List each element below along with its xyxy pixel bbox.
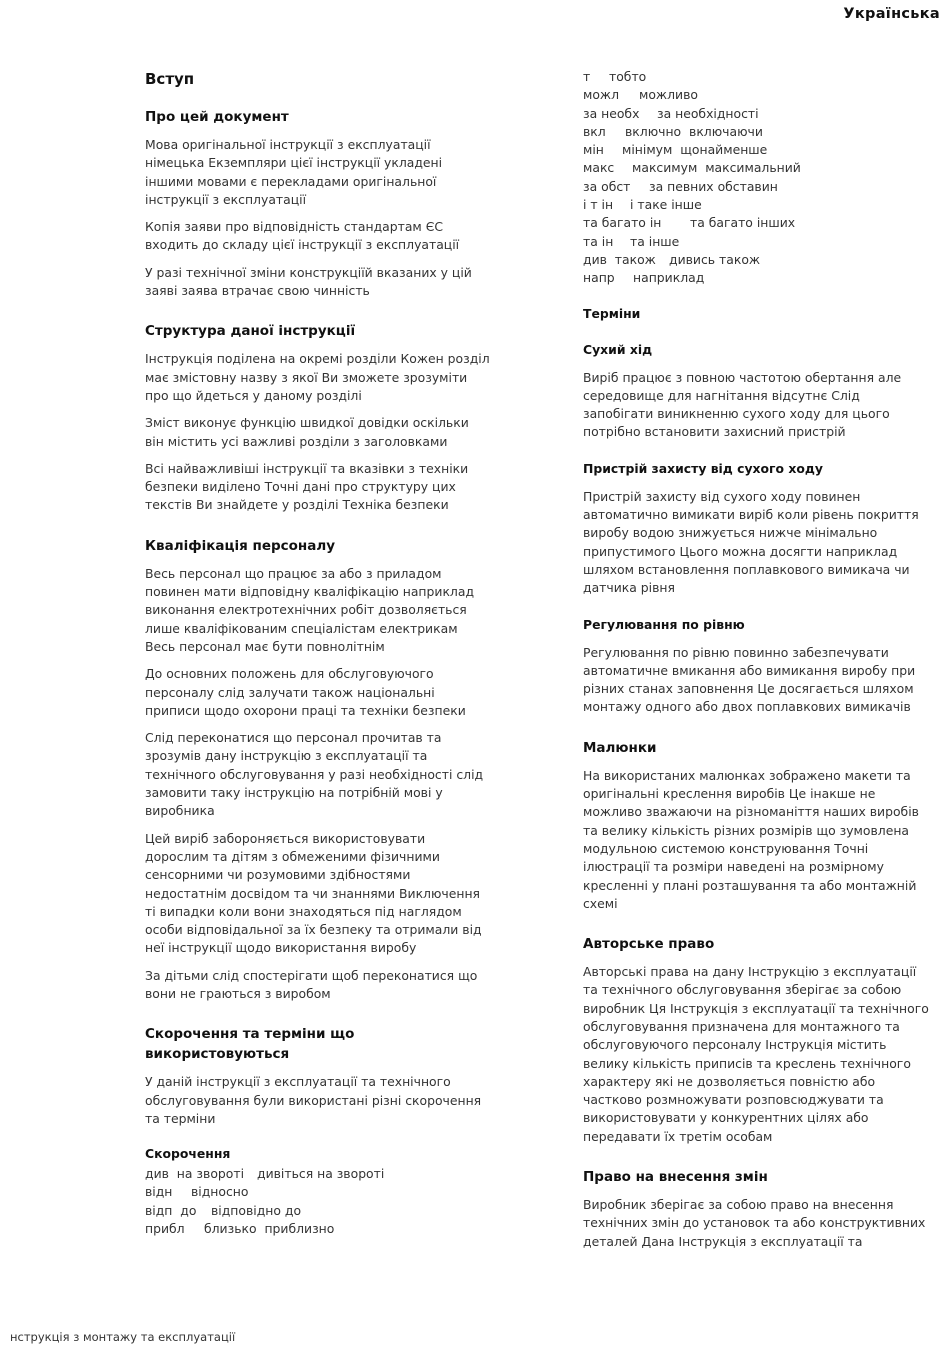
abbreviation-item xyxy=(145,1165,490,1183)
heading-copyright: Авторське право xyxy=(583,936,715,953)
abbreviation-key: прибл xyxy=(145,1221,185,1237)
abbreviation-value: за необхідності xyxy=(657,105,759,121)
abbreviation-key: макс xyxy=(583,160,615,176)
paragraph: Копія заяви про відповідність стандартам ЄС входить до складу цієї інструкції з експлуатації xyxy=(145,219,460,253)
abbreviation-key: і т ін xyxy=(583,197,614,213)
heading-qualification: Кваліфікація персоналу xyxy=(145,537,336,554)
section-title-intro: Вступ xyxy=(145,70,195,88)
abbreviation-item xyxy=(583,86,933,104)
abbreviation-value: максимум максимальний xyxy=(632,160,801,176)
paragraph: Виробник зберігає за собою право на внесення технічних змін до установок та або конструктивних деталей Дана Інструкція з експлуатації та xyxy=(583,1197,926,1249)
abbreviation-value: мінімум щонайменше xyxy=(622,142,768,158)
abbreviation-item xyxy=(145,1202,490,1220)
abbreviation-value: відносно xyxy=(191,1184,249,1200)
paragraph: Авторські права на дану Інструкцію з експлуатації та технічного обслуговування зберігає за собою виробник Ця Інструкція з експлуатації та технічного обслуговування призначена для монтажного та обслуговуючого персоналу Інструкція містить велику кількість приписів та креслень технічного характеру які не дозволяється повністю або частково розмножувати розповсюджувати та використовувати у конкурентних цілях або передавати їх третім особам xyxy=(583,964,929,1144)
abbreviation-key: за обст xyxy=(583,178,631,194)
heading-right-to-changes: Право на внесення змін xyxy=(583,1169,768,1186)
abbreviation-item xyxy=(145,1220,490,1238)
abbreviation-value: і таке інше xyxy=(630,197,702,213)
left-column xyxy=(145,68,490,1238)
heading-dry-run: Сухий хід xyxy=(583,341,653,357)
abbreviation-key: відн xyxy=(145,1184,173,1200)
abbreviation-value: та інше xyxy=(630,233,680,249)
abbreviation-item xyxy=(583,233,933,251)
abbreviation-value: дивись також xyxy=(669,251,761,267)
abbreviation-item xyxy=(145,1183,490,1201)
heading-terms: Терміни xyxy=(583,305,641,321)
language-label: Українська xyxy=(843,6,940,22)
abbreviation-item xyxy=(583,178,933,196)
heading-abbreviations: Скорочення xyxy=(145,1146,231,1162)
abbreviation-item xyxy=(583,269,933,287)
abbreviation-key: див також xyxy=(583,251,656,267)
paragraph: Виріб працює з повною частотою обертання але середовище для нагнітання відсутнє Слід запобігати виникненню сухого ходу для цього потрібно встановити захисний пристрій xyxy=(583,369,902,440)
abbreviation-key: мін xyxy=(583,142,604,158)
paragraph: У даній інструкції з експлуатації та технічного обслуговування були використані різні скорочення та терміни xyxy=(145,1074,482,1126)
abbreviation-key: та багато ін xyxy=(583,215,662,231)
paragraph: Цей виріб забороняється використовувати дорослим та дітям з обмеженими фізичними сенсорними чи розумовими здібностями недостатнім досвідом та чи знаннями Виключення ті випадки коли вони знаходяться під наглядом особи відповідальної за їх безпеку та отримали від неї інструкції щодо використання виробу xyxy=(145,830,482,956)
abbreviation-key: т xyxy=(583,69,591,84)
abbreviation-value: відповідно до xyxy=(211,1202,302,1218)
paragraph: Слід переконатися що персонал прочитав та зрозумів дану інструкцію з експлуатації та технічного обслуговування у разі необхідності слід замовити таку інструкцію на потрібній мові у виробника xyxy=(145,730,484,819)
abbreviation-list xyxy=(583,68,933,288)
abbreviation-list xyxy=(145,1165,490,1238)
paragraph: Всі найважливіші інструкції та вказівки з техніки безпеки виділено Точні дані про структуру цих текстів Ви знайдете у розділі Техніка безпеки xyxy=(145,460,469,513)
abbreviation-value: за певних обставин xyxy=(649,178,778,194)
abbreviation-item xyxy=(583,214,933,232)
abbreviation-value: дивіться на звороті xyxy=(257,1166,385,1182)
abbreviation-value: наприклад xyxy=(633,270,705,286)
abbreviation-item xyxy=(583,196,933,214)
heading-about-document: Про цей документ xyxy=(145,109,289,125)
abbreviation-value: близько приблизно xyxy=(204,1221,335,1237)
paragraph: Регулювання по рівню повинно забезпечувати автоматичне вмикання або вимикання виробу при різних станах заповнення Це досягається шляхом монтажу одного або двох поплавкових вимикачів xyxy=(583,644,916,715)
abbreviation-key: вкл xyxy=(583,123,606,139)
abbreviation-item xyxy=(583,123,933,141)
abbreviation-key: можл xyxy=(583,87,620,103)
heading-pictures: Малюнки xyxy=(583,739,657,756)
abbreviation-item xyxy=(583,141,933,159)
abbreviation-item xyxy=(583,68,933,86)
abbreviation-value: та багато інших xyxy=(690,215,796,231)
heading-structure: Структура даної інструкції xyxy=(145,323,356,340)
paragraph: До основних положень для обслуговуючого персоналу слід залучати також національні приписи щодо охорони праці та техніки безпеки xyxy=(145,666,466,718)
footer-text: нструкція з монтажу та експлуатації xyxy=(10,1330,236,1344)
abbreviation-item xyxy=(583,105,933,123)
right-column xyxy=(583,68,933,1251)
paragraph: За дітьми слід спостерігати щоб переконатися що вони не граються з виробом xyxy=(145,967,478,1001)
paragraph: Весь персонал що працює за або з приладом повинен мати відповідну кваліфікацію наприклад виконання електротехнічних робіт дозволяється лише кваліфікованим спеціалістам електрикам Весь персонал має бути повнолітнім xyxy=(145,565,475,654)
abbreviation-item xyxy=(583,159,933,177)
paragraph: Інструкція поділена на окремі розділи Кожен розділ має змістовну назву з якої Ви зможете зрозуміти про що йдеться у даному розділі xyxy=(145,351,490,403)
abbreviation-value: можливо xyxy=(639,87,698,103)
abbreviation-key: за необх xyxy=(583,105,640,121)
heading-level-control: Регулювання по рівню xyxy=(583,616,745,632)
abbreviation-value: тобто xyxy=(609,69,647,84)
paragraph: У разі технічної зміни конструкціїй вказаних у цій заяві заява втрачає свою чинність xyxy=(145,264,472,299)
paragraph: На використаних малюнках зображено макети та оригінальні креслення виробів Це інакше не можливо зважаючи на різноманіття наших виробів та велику кількість різних розмірів що зумовлена модульною системою конструювання Точні ілюстрації та розміри наведені на розмірному кресленні у плані розташування та або монтажній схемі xyxy=(583,767,919,911)
abbreviation-key: відп до xyxy=(145,1202,197,1218)
abbreviation-value: включно включаючи xyxy=(625,123,763,139)
abbreviation-key: напр xyxy=(583,270,615,286)
abbreviation-key: див на звороті xyxy=(145,1166,245,1182)
heading-dry-run-protection: Пристрій захисту від сухого ходу xyxy=(583,460,823,476)
paragraph: Мова оригінальної інструкції з експлуатації німецька Екземпляри цієї інструкції укладені іншими мовами є перекладами оригінальної інструкції з експлуатації xyxy=(145,137,443,207)
paragraph: Пристрій захисту від сухого ходу повинен автоматично вимикати виріб коли рівень покриття виробу водою знижується нижче мінімально припустимого Цього можна досягти наприклад шляхом встановлення поплавкового вимикача чи датчика рівня xyxy=(583,488,919,596)
heading-abbreviations-terms: Скорочення та терміни що використовуються xyxy=(145,1026,355,1063)
abbreviation-item xyxy=(583,251,933,269)
paragraph: Зміст виконує функцію швидкої довідки оскільки він містить усі важливі розділи з заголовками xyxy=(145,415,469,449)
abbreviation-key: та ін xyxy=(583,233,614,249)
